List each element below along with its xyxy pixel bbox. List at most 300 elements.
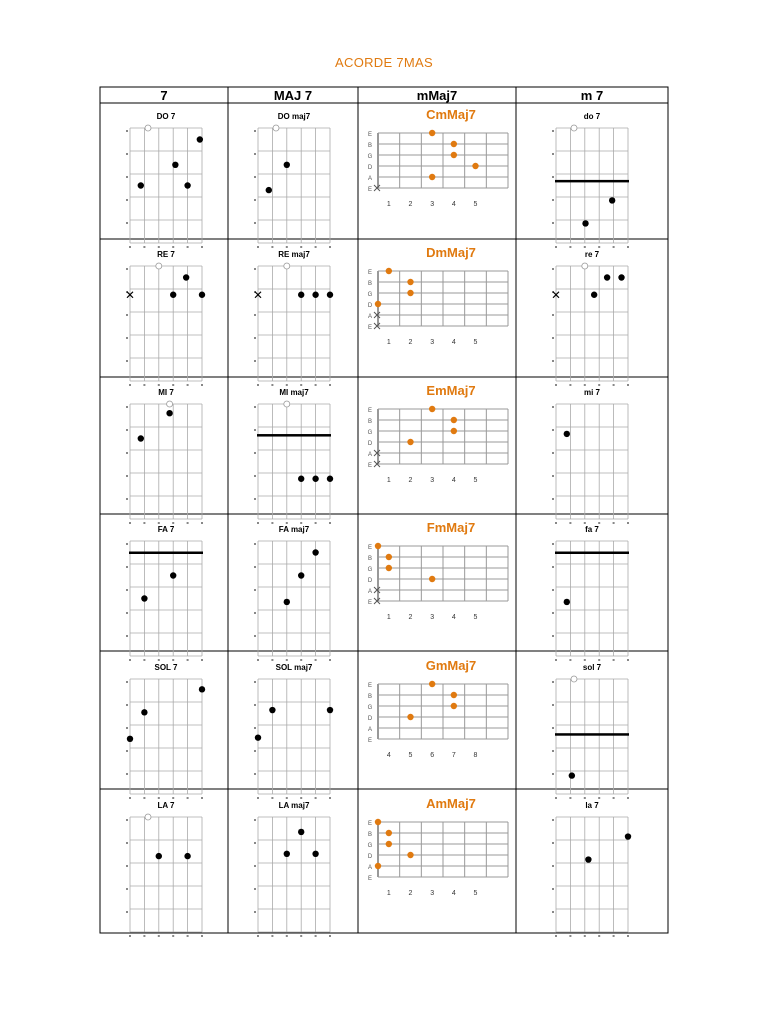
fret-number-mark bbox=[254, 865, 256, 867]
string-tick bbox=[627, 935, 629, 937]
fret-number-mark bbox=[126, 360, 128, 362]
fret-number-mark bbox=[254, 268, 256, 270]
string-tick bbox=[598, 935, 600, 937]
barre-line bbox=[555, 733, 629, 736]
string-label: E bbox=[367, 683, 373, 689]
chord-name: DO 7 bbox=[156, 112, 176, 121]
fret-number-mark bbox=[254, 888, 256, 890]
fret-number: 3 bbox=[430, 477, 435, 484]
fret-number-mark bbox=[552, 268, 554, 270]
barre-line bbox=[129, 552, 203, 555]
fret-number-mark bbox=[126, 268, 128, 270]
fret-number-mark bbox=[126, 773, 128, 775]
fret-number-mark bbox=[552, 865, 554, 867]
header-mmaj7: mMaj7 bbox=[416, 88, 458, 103]
chord-name-orange: AmMaj7 bbox=[426, 796, 476, 811]
string-tick bbox=[143, 797, 145, 799]
fret-number-mark bbox=[126, 337, 128, 339]
string-tick bbox=[555, 246, 557, 248]
string-tick bbox=[271, 522, 273, 524]
fret-number: 3 bbox=[430, 339, 435, 346]
string-tick bbox=[201, 384, 203, 386]
finger-dot-orange bbox=[407, 290, 413, 296]
string-tick bbox=[158, 659, 160, 661]
finger-dot bbox=[569, 772, 575, 778]
fret-number-mark bbox=[254, 773, 256, 775]
fret-number: 6 bbox=[430, 752, 435, 759]
string-tick bbox=[271, 935, 273, 937]
string-tick bbox=[187, 384, 189, 386]
finger-dot bbox=[618, 274, 624, 280]
string-tick bbox=[158, 522, 160, 524]
chord-name: RE 7 bbox=[157, 250, 175, 259]
string-label: B bbox=[367, 556, 373, 562]
string-tick bbox=[172, 246, 174, 248]
fret-number-mark bbox=[126, 888, 128, 890]
string-tick bbox=[315, 384, 317, 386]
chord-name: LA maj7 bbox=[278, 801, 310, 810]
string-tick bbox=[300, 659, 302, 661]
page-title: ACORDE 7MAS bbox=[335, 55, 433, 70]
fret-number: 3 bbox=[430, 890, 435, 897]
chord-name: la 7 bbox=[585, 801, 599, 810]
finger-dot bbox=[166, 410, 172, 416]
string-tick bbox=[300, 522, 302, 524]
fret-number: 5 bbox=[473, 201, 478, 208]
barre-line bbox=[555, 552, 629, 555]
open-string-marker bbox=[571, 676, 577, 682]
string-label: E bbox=[367, 132, 373, 138]
fret-number-mark bbox=[126, 543, 128, 545]
fret-number-mark bbox=[552, 498, 554, 500]
fret-number-mark bbox=[552, 222, 554, 224]
string-tick bbox=[257, 797, 259, 799]
finger-dot bbox=[298, 829, 304, 835]
finger-dot-orange bbox=[429, 681, 435, 687]
finger-dot bbox=[312, 476, 318, 482]
string-tick bbox=[569, 246, 571, 248]
fret-number-mark bbox=[126, 727, 128, 729]
fret-number-mark bbox=[552, 337, 554, 339]
fret-number-mark bbox=[254, 475, 256, 477]
string-tick bbox=[315, 797, 317, 799]
string-tick bbox=[613, 384, 615, 386]
string-tick bbox=[143, 522, 145, 524]
fret-number-mark bbox=[254, 612, 256, 614]
chord-name: SOL maj7 bbox=[275, 663, 313, 672]
fret-number-mark bbox=[126, 612, 128, 614]
open-string-marker bbox=[284, 263, 290, 269]
fret-number-mark bbox=[126, 176, 128, 178]
string-label: E bbox=[367, 187, 373, 193]
fret-number-mark bbox=[254, 842, 256, 844]
finger-dot bbox=[298, 292, 304, 298]
string-tick bbox=[271, 797, 273, 799]
finger-dot-orange bbox=[451, 703, 457, 709]
fret-number: 2 bbox=[408, 201, 413, 208]
fret-number-mark bbox=[126, 452, 128, 454]
fret-number-mark bbox=[126, 130, 128, 132]
finger-dot-orange bbox=[375, 819, 381, 825]
string-tick bbox=[329, 797, 331, 799]
string-tick bbox=[613, 522, 615, 524]
string-label: A bbox=[367, 176, 373, 182]
string-tick bbox=[201, 659, 203, 661]
fret-number-mark bbox=[552, 360, 554, 362]
fret-number-mark bbox=[126, 314, 128, 316]
finger-dot bbox=[298, 476, 304, 482]
open-string-marker bbox=[582, 263, 588, 269]
string-label: D bbox=[367, 165, 373, 171]
finger-dot-orange bbox=[386, 565, 392, 571]
string-tick bbox=[329, 522, 331, 524]
fret-number-mark bbox=[126, 819, 128, 821]
string-tick bbox=[271, 659, 273, 661]
finger-dot-orange bbox=[386, 554, 392, 560]
string-label: G bbox=[367, 292, 373, 298]
string-tick bbox=[172, 797, 174, 799]
fret-number-mark bbox=[126, 865, 128, 867]
fret-number-mark bbox=[254, 452, 256, 454]
string-label: A bbox=[367, 314, 373, 320]
string-tick bbox=[257, 935, 259, 937]
fret-number-mark bbox=[552, 888, 554, 890]
header-maj7: MAJ 7 bbox=[273, 88, 313, 103]
finger-dot-orange bbox=[407, 439, 413, 445]
chord-name: RE maj7 bbox=[278, 250, 310, 259]
chord-name: SOL 7 bbox=[154, 663, 178, 672]
string-tick bbox=[584, 797, 586, 799]
fret-number: 8 bbox=[473, 752, 478, 759]
string-tick bbox=[129, 659, 131, 661]
finger-dot-orange bbox=[375, 301, 381, 307]
string-tick bbox=[286, 522, 288, 524]
chord-name: MI maj7 bbox=[279, 388, 309, 397]
string-label: E bbox=[367, 325, 373, 331]
finger-dot bbox=[582, 220, 588, 226]
string-tick bbox=[598, 246, 600, 248]
finger-dot-orange bbox=[386, 841, 392, 847]
fret-number-mark bbox=[126, 566, 128, 568]
string-tick bbox=[613, 659, 615, 661]
fret-number-mark bbox=[254, 635, 256, 637]
fret-number-mark bbox=[254, 543, 256, 545]
chord-name: LA 7 bbox=[157, 801, 175, 810]
string-label: G bbox=[367, 843, 373, 849]
finger-dot bbox=[284, 599, 290, 605]
finger-dot bbox=[312, 851, 318, 857]
fret-number-mark bbox=[126, 153, 128, 155]
string-tick bbox=[584, 246, 586, 248]
fret-number-mark bbox=[254, 222, 256, 224]
finger-dot bbox=[255, 734, 261, 740]
string-label: E bbox=[367, 876, 373, 882]
string-tick bbox=[598, 384, 600, 386]
finger-dot bbox=[170, 572, 176, 578]
fret-number-mark bbox=[254, 704, 256, 706]
string-tick bbox=[143, 246, 145, 248]
fret-number-mark bbox=[552, 681, 554, 683]
fret-number-mark bbox=[552, 704, 554, 706]
string-tick bbox=[329, 246, 331, 248]
fret-number-mark bbox=[552, 153, 554, 155]
fret-number-mark bbox=[552, 130, 554, 132]
fret-number: 4 bbox=[451, 614, 456, 621]
string-tick bbox=[187, 659, 189, 661]
fret-number: 5 bbox=[408, 752, 413, 759]
string-tick bbox=[271, 384, 273, 386]
finger-dot bbox=[199, 292, 205, 298]
fret-number-mark bbox=[552, 911, 554, 913]
finger-dot bbox=[156, 853, 162, 859]
fret-number-mark bbox=[552, 635, 554, 637]
finger-dot-orange bbox=[407, 714, 413, 720]
string-tick bbox=[555, 384, 557, 386]
string-tick bbox=[172, 522, 174, 524]
string-tick bbox=[315, 659, 317, 661]
finger-dot bbox=[266, 187, 272, 193]
string-tick bbox=[329, 935, 331, 937]
string-label: A bbox=[367, 589, 373, 595]
fret-number: 1 bbox=[386, 339, 391, 346]
string-tick bbox=[627, 797, 629, 799]
open-string-marker bbox=[284, 401, 290, 407]
fret-number-mark bbox=[552, 314, 554, 316]
fret-number: 4 bbox=[386, 752, 391, 759]
string-tick bbox=[627, 384, 629, 386]
string-label: E bbox=[367, 545, 373, 551]
string-tick bbox=[257, 659, 259, 661]
string-tick bbox=[300, 246, 302, 248]
header-m7: m 7 bbox=[580, 88, 604, 103]
finger-dot-orange bbox=[429, 406, 435, 412]
finger-dot bbox=[625, 833, 631, 839]
finger-dot-orange bbox=[407, 852, 413, 858]
fret-number: 2 bbox=[408, 477, 413, 484]
fret-number-mark bbox=[254, 750, 256, 752]
string-tick bbox=[569, 522, 571, 524]
chord-name: FA maj7 bbox=[278, 525, 310, 534]
fret-number: 5 bbox=[473, 477, 478, 484]
open-string-marker bbox=[145, 125, 151, 131]
string-tick bbox=[201, 522, 203, 524]
chord-name-orange: EmMaj7 bbox=[426, 383, 476, 398]
string-tick bbox=[315, 935, 317, 937]
string-tick bbox=[257, 384, 259, 386]
fret-number-mark bbox=[126, 498, 128, 500]
fret-number-mark bbox=[126, 911, 128, 913]
finger-dot-orange bbox=[451, 417, 457, 423]
finger-dot bbox=[199, 686, 205, 692]
string-tick bbox=[598, 522, 600, 524]
string-tick bbox=[627, 246, 629, 248]
chord-name: DO maj7 bbox=[277, 112, 311, 121]
fret-number: 5 bbox=[473, 339, 478, 346]
finger-dot bbox=[327, 292, 333, 298]
fret-number-mark bbox=[552, 566, 554, 568]
fret-number-mark bbox=[254, 429, 256, 431]
fret-number-mark bbox=[552, 406, 554, 408]
string-tick bbox=[300, 797, 302, 799]
finger-dot-orange bbox=[407, 279, 413, 285]
string-tick bbox=[300, 384, 302, 386]
fret-number: 1 bbox=[386, 477, 391, 484]
fret-number-mark bbox=[254, 727, 256, 729]
string-tick bbox=[300, 935, 302, 937]
string-tick bbox=[569, 797, 571, 799]
fret-number-mark bbox=[126, 704, 128, 706]
header-7: 7 bbox=[160, 88, 168, 103]
string-tick bbox=[201, 797, 203, 799]
string-tick bbox=[569, 659, 571, 661]
fret-number-mark bbox=[126, 429, 128, 431]
string-tick bbox=[129, 797, 131, 799]
string-label: A bbox=[367, 865, 373, 871]
string-tick bbox=[257, 246, 259, 248]
fret-number: 5 bbox=[473, 614, 478, 621]
string-tick bbox=[598, 797, 600, 799]
finger-dot bbox=[284, 162, 290, 168]
fret-number: 7 bbox=[451, 752, 456, 759]
string-label: B bbox=[367, 143, 373, 149]
finger-dot bbox=[604, 274, 610, 280]
chord-name: mi 7 bbox=[583, 388, 600, 397]
string-tick bbox=[158, 797, 160, 799]
string-tick bbox=[201, 935, 203, 937]
fret-number-mark bbox=[254, 819, 256, 821]
string-tick bbox=[257, 522, 259, 524]
open-string-marker bbox=[145, 814, 151, 820]
fret-number: 1 bbox=[386, 201, 391, 208]
fret-number-mark bbox=[552, 543, 554, 545]
finger-dot bbox=[327, 476, 333, 482]
finger-dot bbox=[564, 599, 570, 605]
string-tick bbox=[187, 935, 189, 937]
string-label: D bbox=[367, 716, 373, 722]
fret-number-mark bbox=[552, 819, 554, 821]
chord-name: FA 7 bbox=[157, 525, 175, 534]
string-label: E bbox=[367, 821, 373, 827]
string-label: A bbox=[367, 727, 373, 733]
fret-number-mark bbox=[254, 199, 256, 201]
fret-number-mark bbox=[126, 199, 128, 201]
string-tick bbox=[315, 246, 317, 248]
fret-number-mark bbox=[254, 337, 256, 339]
fret-number-mark bbox=[126, 681, 128, 683]
string-tick bbox=[627, 522, 629, 524]
fret-number-mark bbox=[552, 199, 554, 201]
string-tick bbox=[627, 659, 629, 661]
barre-line bbox=[555, 180, 629, 183]
finger-dot-orange bbox=[451, 428, 457, 434]
finger-dot bbox=[141, 709, 147, 715]
finger-dot bbox=[312, 292, 318, 298]
chord-name: MI 7 bbox=[158, 388, 174, 397]
string-label: E bbox=[367, 463, 373, 469]
string-label: G bbox=[367, 567, 373, 573]
finger-dot-orange bbox=[386, 830, 392, 836]
string-label: D bbox=[367, 578, 373, 584]
fret-number-mark bbox=[552, 727, 554, 729]
finger-dot-orange bbox=[429, 576, 435, 582]
fret-number: 1 bbox=[386, 890, 391, 897]
finger-dot-orange bbox=[386, 268, 392, 274]
string-label: G bbox=[367, 430, 373, 436]
fret-number-mark bbox=[254, 130, 256, 132]
fret-number: 3 bbox=[430, 614, 435, 621]
fret-number-mark bbox=[254, 176, 256, 178]
string-tick bbox=[271, 246, 273, 248]
string-tick bbox=[143, 659, 145, 661]
finger-dot-orange bbox=[472, 163, 478, 169]
fret-number: 3 bbox=[430, 201, 435, 208]
string-tick bbox=[187, 797, 189, 799]
fret-number-mark bbox=[126, 750, 128, 752]
finger-dot bbox=[327, 707, 333, 713]
string-label: B bbox=[367, 419, 373, 425]
finger-dot bbox=[197, 136, 203, 142]
finger-dot bbox=[312, 549, 318, 555]
string-tick bbox=[329, 659, 331, 661]
finger-dot-orange bbox=[429, 174, 435, 180]
fret-number-mark bbox=[126, 842, 128, 844]
string-tick bbox=[286, 797, 288, 799]
finger-dot bbox=[591, 292, 597, 298]
fret-number-mark bbox=[126, 635, 128, 637]
fret-number-mark bbox=[254, 314, 256, 316]
finger-dot bbox=[284, 851, 290, 857]
open-string-marker bbox=[167, 401, 173, 407]
fret-number-mark bbox=[126, 222, 128, 224]
string-tick bbox=[329, 384, 331, 386]
fret-number-mark bbox=[552, 612, 554, 614]
string-tick bbox=[555, 935, 557, 937]
string-tick bbox=[555, 659, 557, 661]
open-string-marker bbox=[156, 263, 162, 269]
chord-name: re 7 bbox=[584, 250, 600, 259]
fret-number: 2 bbox=[408, 890, 413, 897]
fret-number-mark bbox=[552, 842, 554, 844]
string-label: E bbox=[367, 600, 373, 606]
finger-dot bbox=[183, 274, 189, 280]
string-label: G bbox=[367, 154, 373, 160]
fret-number: 2 bbox=[408, 339, 413, 346]
finger-dot bbox=[269, 707, 275, 713]
fret-number-mark bbox=[552, 773, 554, 775]
finger-dot bbox=[170, 292, 176, 298]
fret-number-mark bbox=[254, 566, 256, 568]
string-tick bbox=[569, 935, 571, 937]
fret-number: 4 bbox=[451, 201, 456, 208]
fret-number-mark bbox=[254, 153, 256, 155]
finger-dot bbox=[138, 435, 144, 441]
string-tick bbox=[129, 384, 131, 386]
string-tick bbox=[613, 797, 615, 799]
string-tick bbox=[286, 246, 288, 248]
string-tick bbox=[584, 935, 586, 937]
string-tick bbox=[172, 384, 174, 386]
string-tick bbox=[158, 384, 160, 386]
string-tick bbox=[598, 659, 600, 661]
finger-dot-orange bbox=[375, 543, 381, 549]
fret-number-mark bbox=[126, 589, 128, 591]
fret-number-mark bbox=[552, 750, 554, 752]
fret-number-mark bbox=[552, 589, 554, 591]
string-tick bbox=[286, 935, 288, 937]
fret-number: 5 bbox=[473, 890, 478, 897]
string-label: E bbox=[367, 738, 373, 744]
fret-number-mark bbox=[254, 498, 256, 500]
